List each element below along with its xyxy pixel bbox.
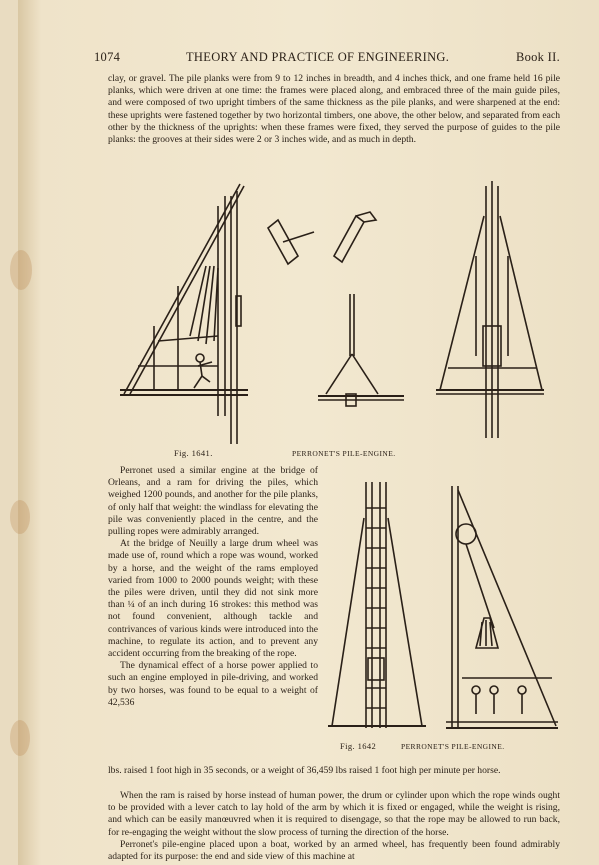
pile-engine-ladder-view [328,482,426,728]
fig1641-caption: PERRONET'S PILE-ENGINE. [292,449,396,458]
book-label: Book II. [515,50,560,64]
running-header [94,50,560,66]
pile-engine-side-view [120,184,248,444]
fig1641-illustration [118,176,558,446]
horse-power-paragraph: The dynamical effect of a horse power applied to such an engine employed in pile-driving, and worked by two horses, was found to be equal to a weight of 42,536 [108,660,318,708]
ram-paragraph: When the ram is raised by horse instead of human power, the drum or cylinder upon which the rope winds ought to be provided with a lever catch to lay hold of the arm by which it is fixed or engaged, while the weight is rising, and which can be easily manœuvred when it is required to disengage, so that the rope may be allowed to run back, for re-engaging the weight without the slow process of turning the direction of the horse. [108,790,560,838]
fig1642-illustration [326,478,560,736]
neuilly-paragraph: At the bridge of Neuilly a large drum wheel was made use of, round which a rope was wound, worked by a horse, and the weight of the rams employed varied from 1000 to 2000 pounds weight; with these the piles were driven, until they did not sink more than ¼ of an inch during 16 strokes: this method was not found convenient, although tackle and contrivances of various kinds were introduced into the machine, to regulate its action, and to prevent any accident occurring from the breaking of the rope. [108,538,318,660]
orleans-paragraph: Perronet used a similar engine at the bridge of Orleans, and a ram for driving the piles, which weighed 1200 pounds, and another for the pile planks, of only half that weight: the windlass for elevating the pile was conveniently placed in the centre, and the pulling ropes were admirably arranged. [108,465,318,538]
fig1642-label: Fig. 1642 [340,741,377,751]
paper-stain [10,250,32,290]
horse-power-continuation: lbs. raised 1 foot high in 35 seconds, or a weight of 36,459 lbs raised 1 foot high per minute per horse. [108,765,501,776]
paper-stain [10,720,30,756]
pile-engine-end-view [436,181,544,438]
paper-stain [10,500,30,534]
pile-engine-components [268,212,404,406]
running-title: THEORY AND PRACTICE OF ENGINEERING. [186,50,450,64]
text-column [108,465,318,709]
intro-paragraph: clay, or gravel. The pile planks were from 9 to 12 inches in breadth, and 4 inches thick, and one frame held 16 pile planks, which were driven at one time: the frames were placed along, and embraced three of the main guide piles, and were composed of two upright timbers of the same thickness as the pile planks, and were sharpened at the end: these uprights were fastened together by two horizontal timbers, one above, the other below, and separated from each other by the thickness of the uprights: when these frames were fixed, they served the purpose of guides to the pile planks: the grooves at their sides were 2 or 3 inches wide, and as much in depth. [108,73,560,146]
pile-engine-horse-gear-view [446,486,558,728]
page-number: 1074 [94,50,121,64]
boat-paragraph: Perronet's pile-engine placed upon a boat, worked by an armed wheel, has frequently been found admirably adapted for its purpose: the end and side view of this machine at [108,839,560,863]
fig1642-caption: PERRONET'S PILE-ENGINE. [401,742,505,751]
fig1641-label: Fig. 1641. [174,448,213,458]
